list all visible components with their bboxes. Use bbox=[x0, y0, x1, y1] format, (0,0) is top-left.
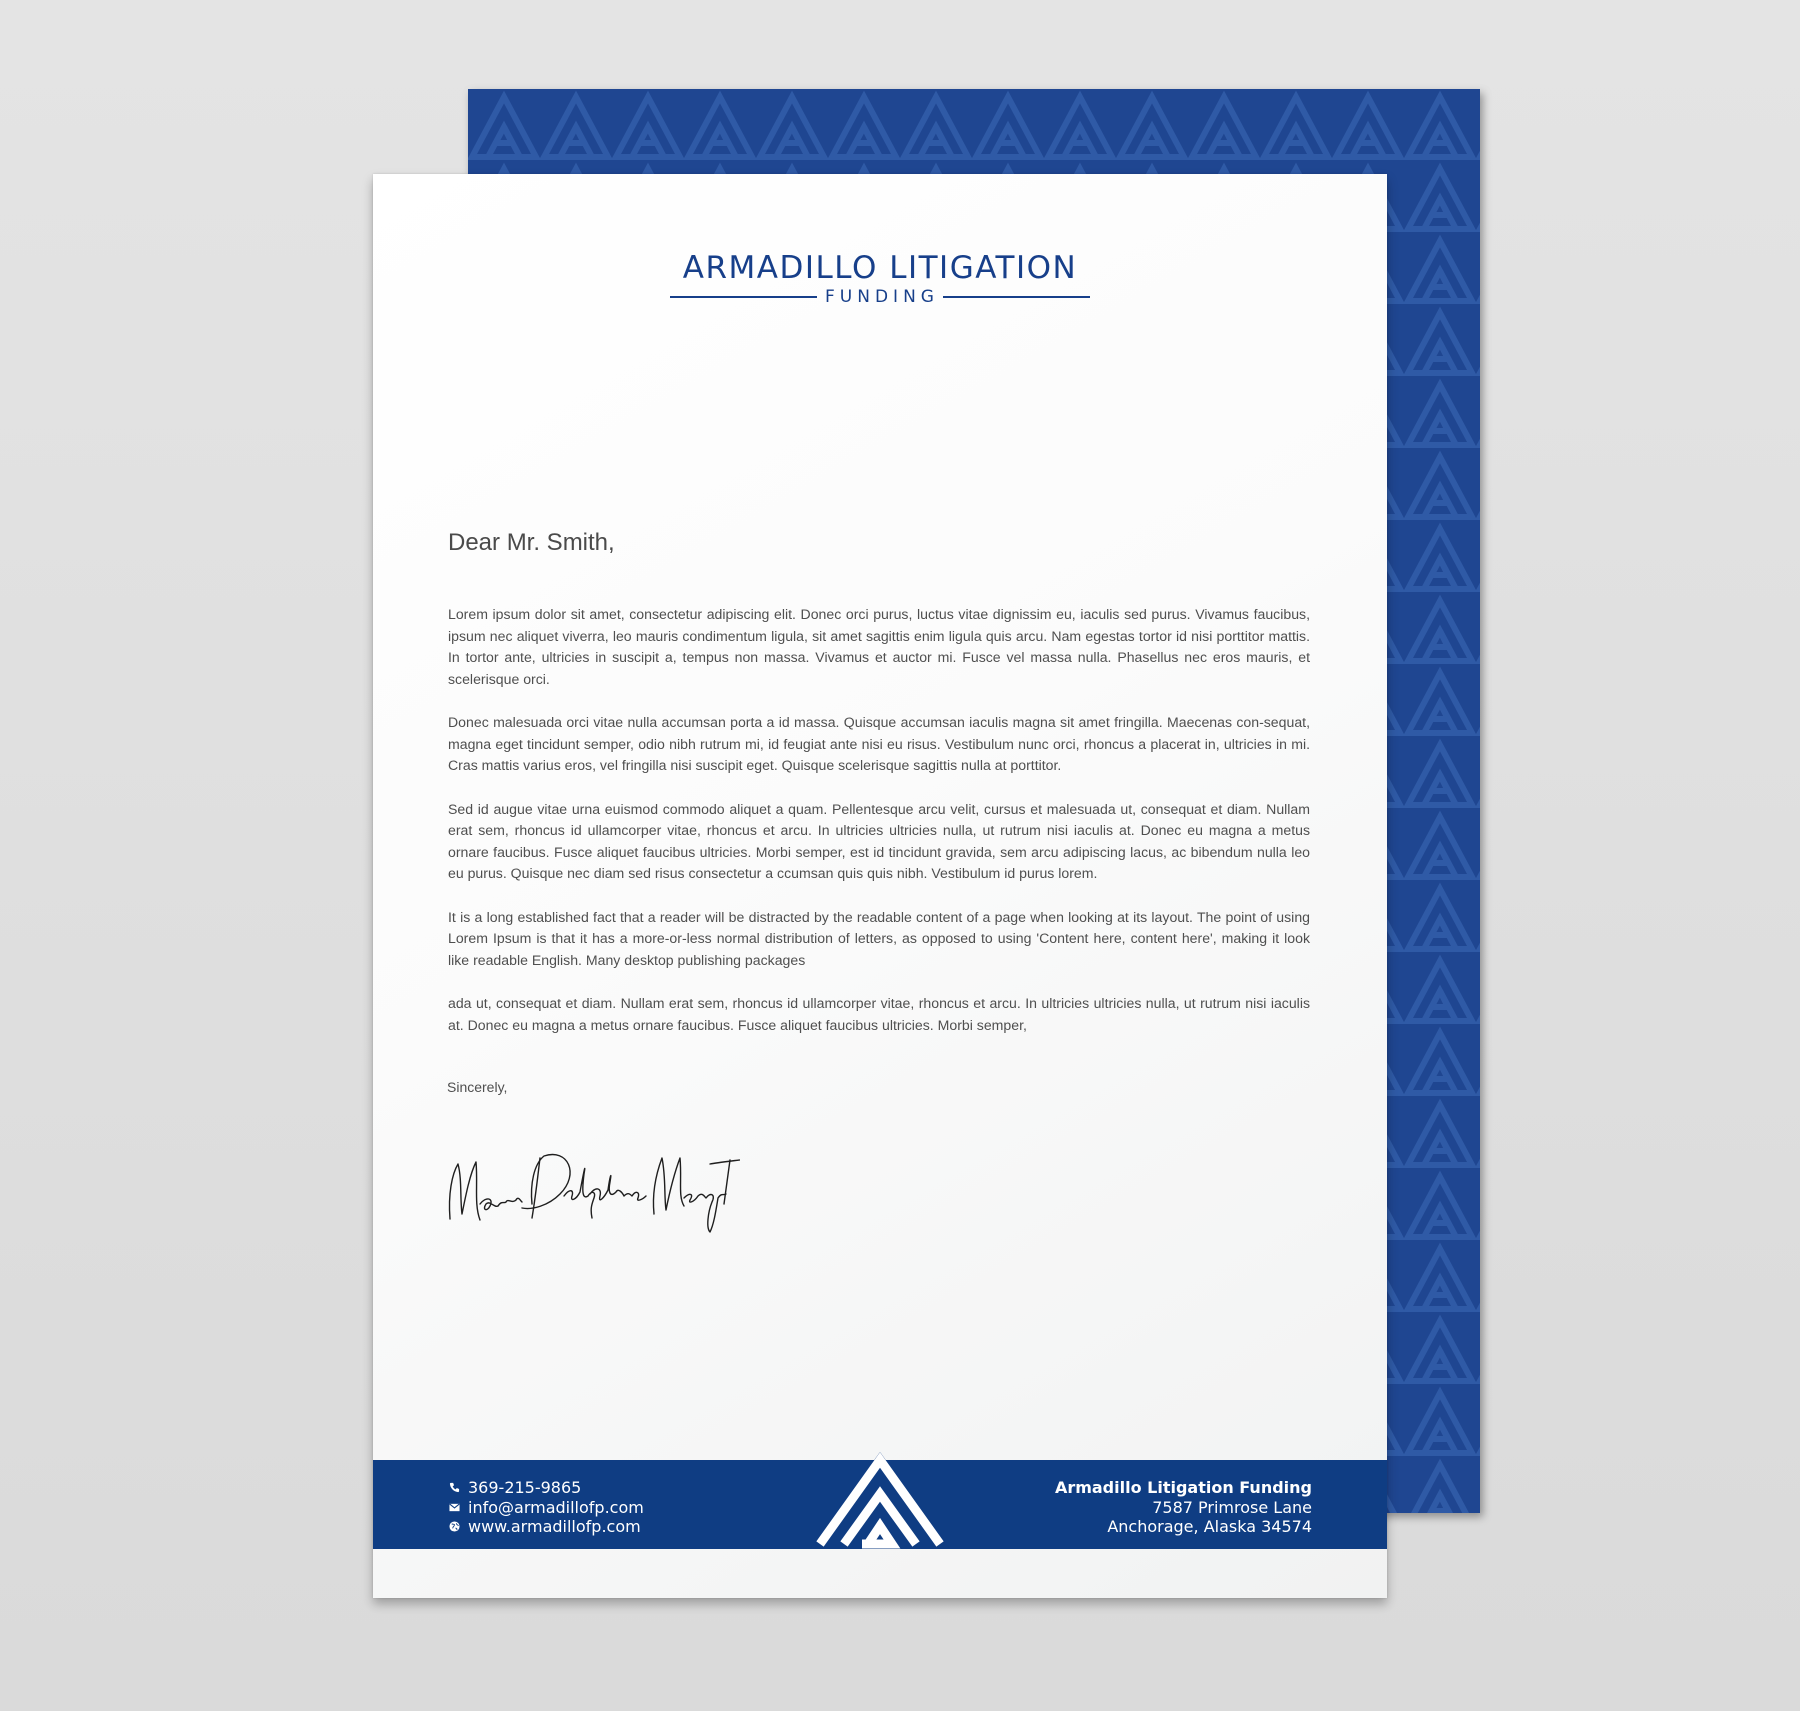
letterhead-footer bbox=[373, 1460, 1387, 1549]
address-line-2: Anchorage, Alaska 34574 bbox=[1107, 1517, 1312, 1536]
logo-rule-right bbox=[943, 296, 1090, 298]
phone-number: 369-215-9865 bbox=[468, 1478, 582, 1497]
globe-icon bbox=[448, 1521, 460, 1533]
triangle-logo-icon bbox=[810, 1452, 950, 1549]
logo-rule-left bbox=[670, 296, 817, 298]
contact-website bbox=[448, 1517, 644, 1537]
contact-list bbox=[448, 1478, 644, 1537]
contact-email bbox=[448, 1498, 644, 1518]
company-address-block bbox=[1055, 1478, 1312, 1537]
body-paragraph-4: It is a long established fact that a reader will be distracted by the readable content of a page when looking at its layout. The point of using Lorem Ipsum is that it has a more-or-less normal distribution of letters, as opposed to using 'Content here, content here', making it look like readable English. Many desktop publishing packages bbox=[448, 908, 1310, 968]
letter-closing: Sincerely, bbox=[447, 1079, 508, 1095]
mail-icon bbox=[448, 1501, 460, 1513]
letter-body bbox=[448, 604, 1310, 1058]
footer-company-name: Armadillo Litigation Funding bbox=[1054, 1478, 1312, 1497]
letter-sheet bbox=[373, 174, 1387, 1598]
logo-subtitle: FUNDING bbox=[825, 287, 939, 307]
contact-phone bbox=[448, 1478, 644, 1498]
body-paragraph-2: Donec malesuada orci vitae nulla accumsan porta a id massa. Quisque accumsan iaculis magna sit amet fringilla. Maecenas con-sequat, magna eget tincidunt semper, odio nibh rutrum mi, id feugiat ante nisi eu risus. Vestibulum nunc orci, rhoncus a placerat in, ultricies in mi. Cras mattis varius eros, vel fringilla nisi suscipit eget. Quisque scelerisque sagittis nulla at porttitor. bbox=[448, 714, 1310, 773]
website-url: www.armadillofp.com bbox=[468, 1517, 641, 1536]
phone-icon bbox=[448, 1482, 460, 1494]
body-paragraph-5: ada ut, consequat et diam. Nullam erat sem, rhoncus id ullamcorper vitae, rhoncus et arcu. In ultricies ultricies nulla, ut rutrum nisi iaculis at. Donec eu magna a metus ornare faucibus. Fusce aliquet faucibus ultricies. Morbi semper, bbox=[448, 995, 1310, 1033]
address-line-1: 7587 Primrose Lane bbox=[1152, 1497, 1312, 1517]
letter-greeting: Dear Mr. Smith, bbox=[448, 529, 615, 556]
logo-title: ARMADILLO LITIGATION bbox=[682, 250, 1078, 286]
email-address: info@armadillofp.com bbox=[468, 1497, 644, 1517]
company-logo bbox=[373, 250, 1387, 308]
handwritten-signature bbox=[440, 1134, 740, 1234]
logo-subtitle-row bbox=[670, 286, 1090, 308]
body-paragraph-3: Sed id augue vitae urna euismod commodo aliquet a quam. Pellentesque arcu velit, cursus et malesuada ut, consequat et diam. Nullam erat sem, rhoncus id ullamcorper vitae, rhoncus et arcu. In ultricies ultricies nulla, ut rutrum nisi iaculis at. Donec eu magna a metus ornare faucibus. Fusce aliquet faucibus ultricies. Morbi semper, est id tincidunt gravida, sem arcu adipiscing lacus, ac bibendum nulla leo eu purus. Quisque nec diam sed risus consectetur a ccumsan quis quis nibh. Vestibulum id purus lorem. bbox=[448, 800, 1310, 881]
body-paragraph-1: Lorem ipsum dolor sit amet, consectetur adipiscing elit. Donec orci purus, luctus vitae dignissim eu, iaculis sed purus. Vivamus faucibus, ipsum nec aliquet viverra, leo mauris condimentum ligula, sit amet sagittis enim ligula quis arcu. Nam egestas tortor id nisi porttitor mattis. In tortor ante, ultricies in suscipit a, tempus non massa. Vivamus et auctor mi. Fusce vel massa nulla. Phasellus nec eros mauris, et scelerisque orci. bbox=[448, 606, 1310, 687]
